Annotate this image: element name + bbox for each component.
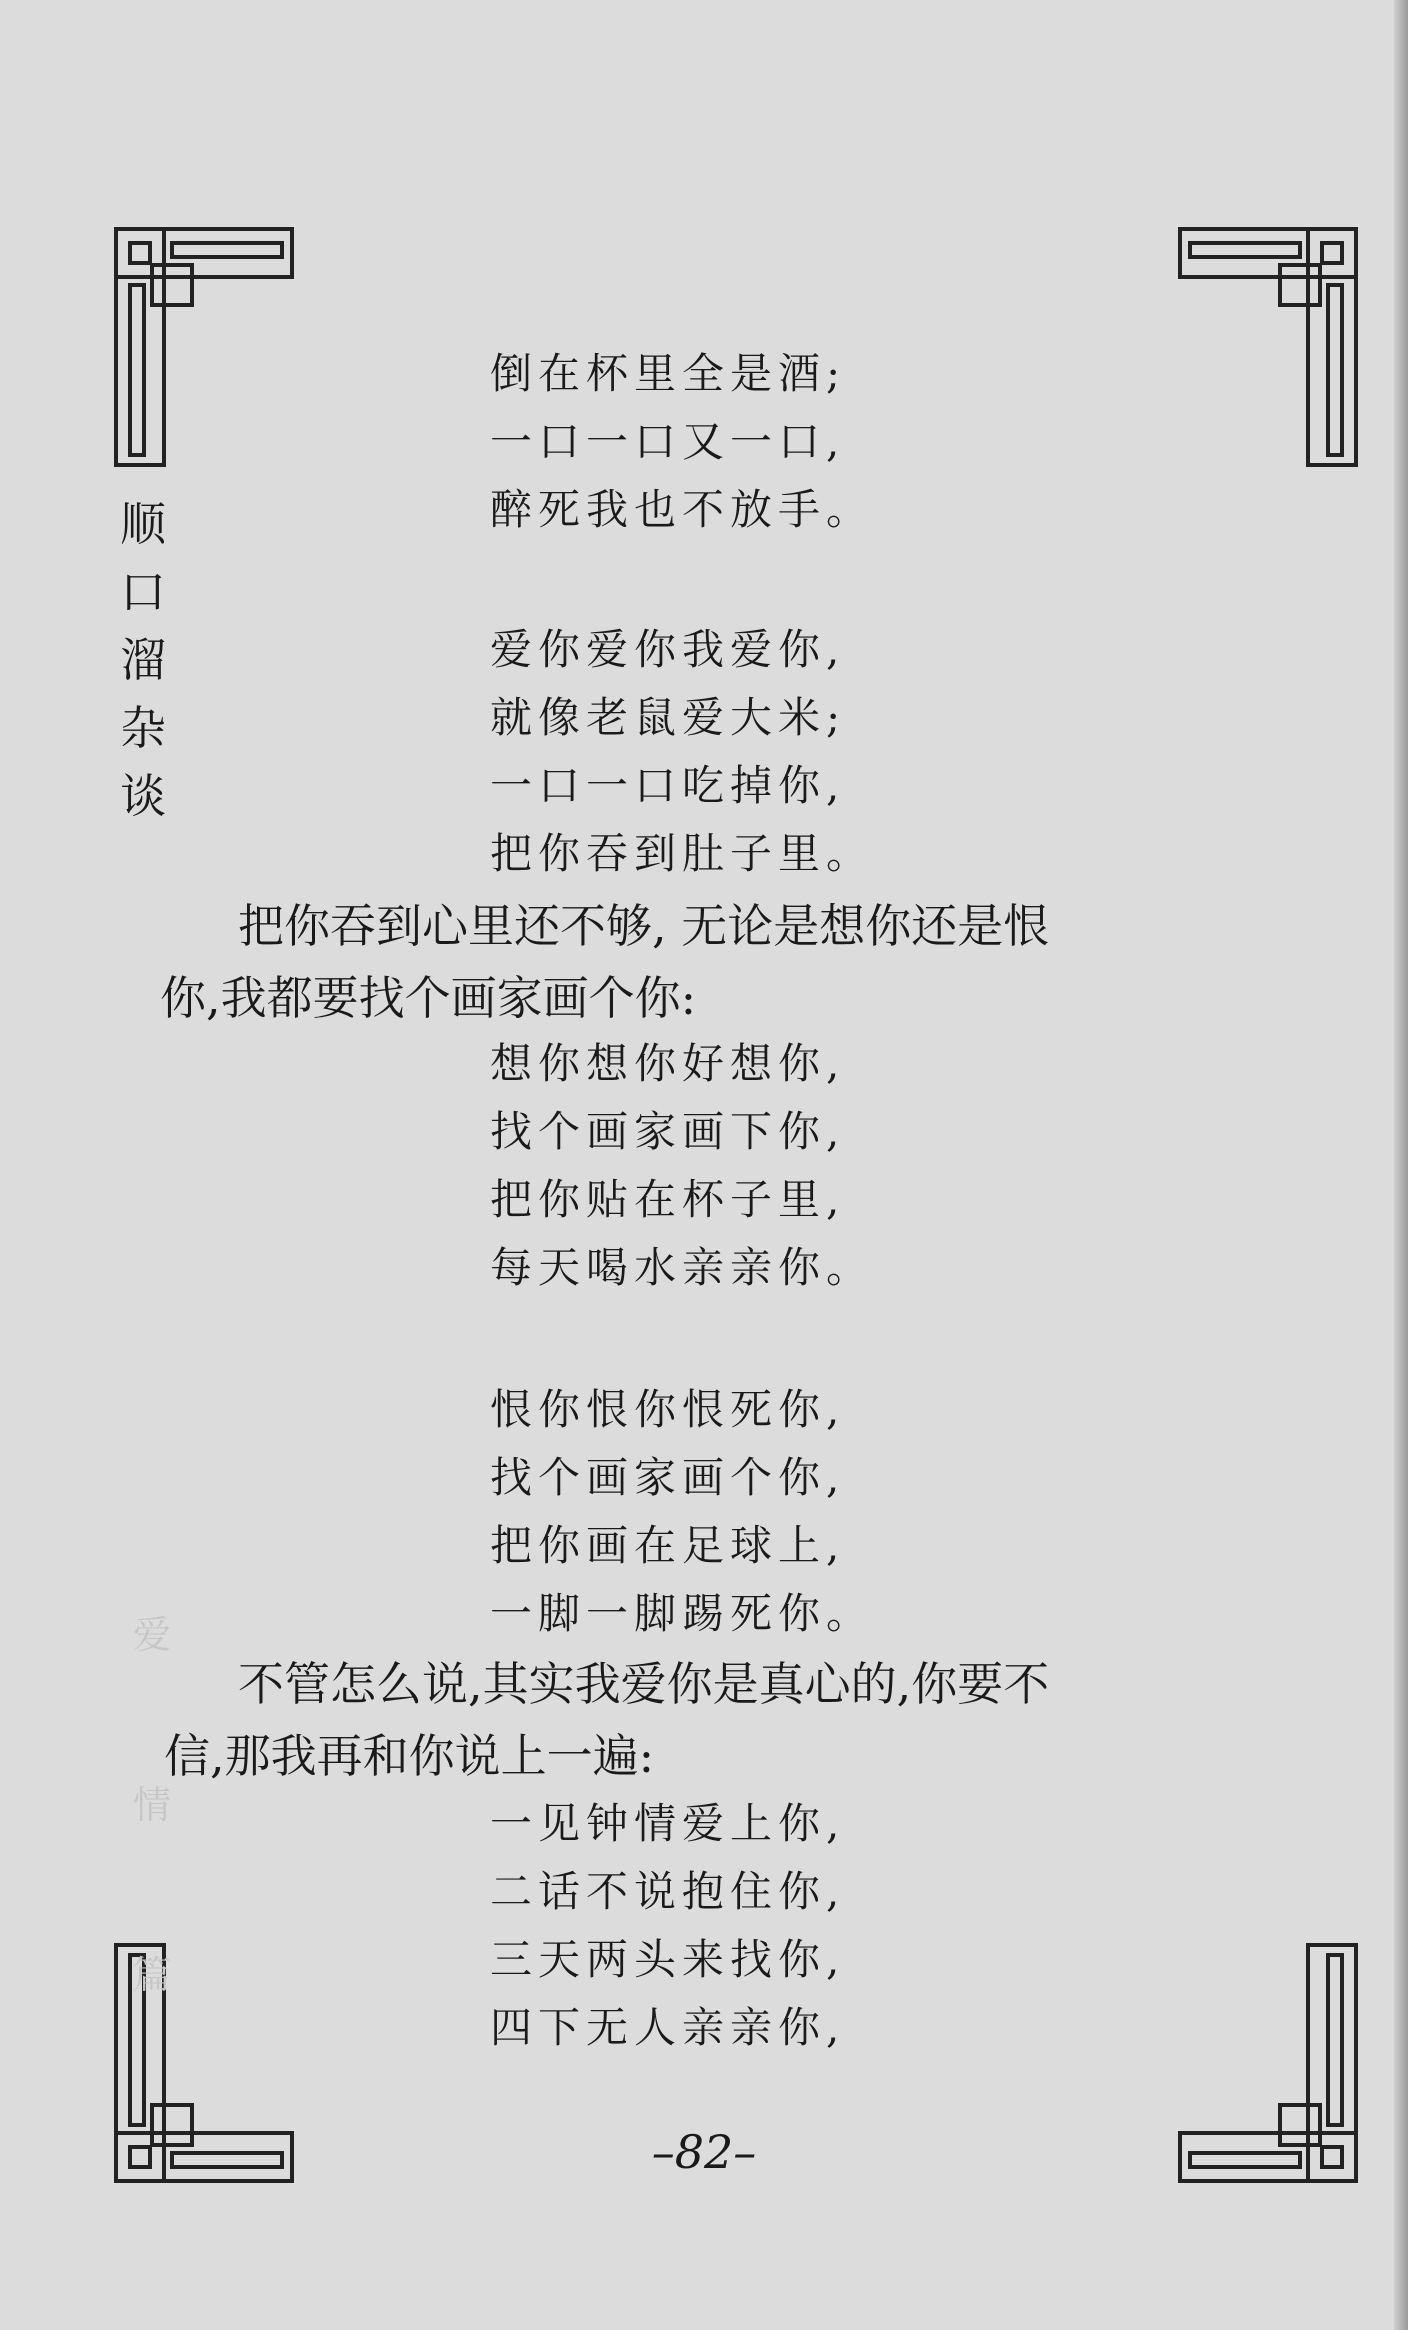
verse-stanza-3	[490, 1030, 874, 1302]
faint-margin-text	[132, 1550, 172, 2060]
verse-line: 找个画家画下你,	[490, 1107, 846, 1156]
side-title-vertical	[118, 490, 168, 830]
verse-line: 二话不说抱住你,	[490, 1867, 846, 1916]
verse-line: 四下无人亲亲你,	[490, 2003, 846, 2052]
page-number: –82–	[651, 2125, 757, 2179]
verse-line: 把你画在足球上,	[490, 1521, 846, 1570]
verse-line: 就像老鼠爱大米;	[490, 693, 847, 742]
corner-ornament-top-left	[112, 225, 297, 470]
corner-ornament-top-right	[1175, 225, 1360, 470]
verse-stanza-5	[490, 1790, 845, 2062]
verse-line: 一脚一脚踢死你。	[490, 1589, 875, 1638]
verse-line: 想你想你好想你,	[490, 1039, 846, 1088]
faint-margin-char: 情	[132, 1783, 171, 1827]
prose-line: 信,那我再和你说上一遍:	[164, 1729, 655, 1783]
verse-stanza-1	[490, 340, 874, 544]
page-edge-shadow	[1394, 0, 1408, 2330]
side-title-char: 口	[120, 565, 166, 619]
verse-line: 把你吞到肚子里。	[490, 829, 875, 878]
verse-line: 恨你恨你恨死你,	[490, 1385, 846, 1434]
verse-line: 每天喝水亲亲你。	[490, 1243, 875, 1292]
faint-margin-char: 爱	[132, 1613, 171, 1657]
side-title-char: 溜	[120, 633, 166, 687]
faint-margin-char: 篇	[132, 1953, 171, 1997]
verse-line: 一见钟情爱上你,	[490, 1799, 846, 1848]
side-title-char: 谈	[120, 769, 166, 823]
verse-line: 爱你爱你我爱你,	[490, 625, 846, 674]
verse-line: 三天两头来找你,	[490, 1935, 846, 1984]
verse-line: 醉死我也不放手。	[490, 485, 875, 534]
verse-line: 找个画家画个你,	[490, 1453, 846, 1502]
side-title-char: 顺	[120, 497, 166, 551]
prose-paragraph-1	[160, 890, 1238, 1034]
verse-line: 把你贴在杯子里,	[490, 1175, 846, 1224]
verse-line: 倒在杯里全是酒;	[490, 349, 847, 398]
verse-stanza-2	[490, 616, 874, 888]
prose-line: 你,我都要找个画家画个你:	[160, 971, 697, 1025]
verse-stanza-4	[490, 1376, 874, 1648]
side-title-char: 杂	[120, 701, 166, 755]
verse-line: 一口一口又一口,	[490, 417, 846, 466]
prose-line: 把你吞到心里还不够, 无论是想你还是恨	[238, 899, 1050, 953]
prose-paragraph-2	[164, 1648, 1238, 1792]
verse-line: 一口一口吃掉你,	[490, 761, 846, 810]
prose-line: 不管怎么说,其实我爱你是真心的,你要不	[238, 1657, 1050, 1711]
